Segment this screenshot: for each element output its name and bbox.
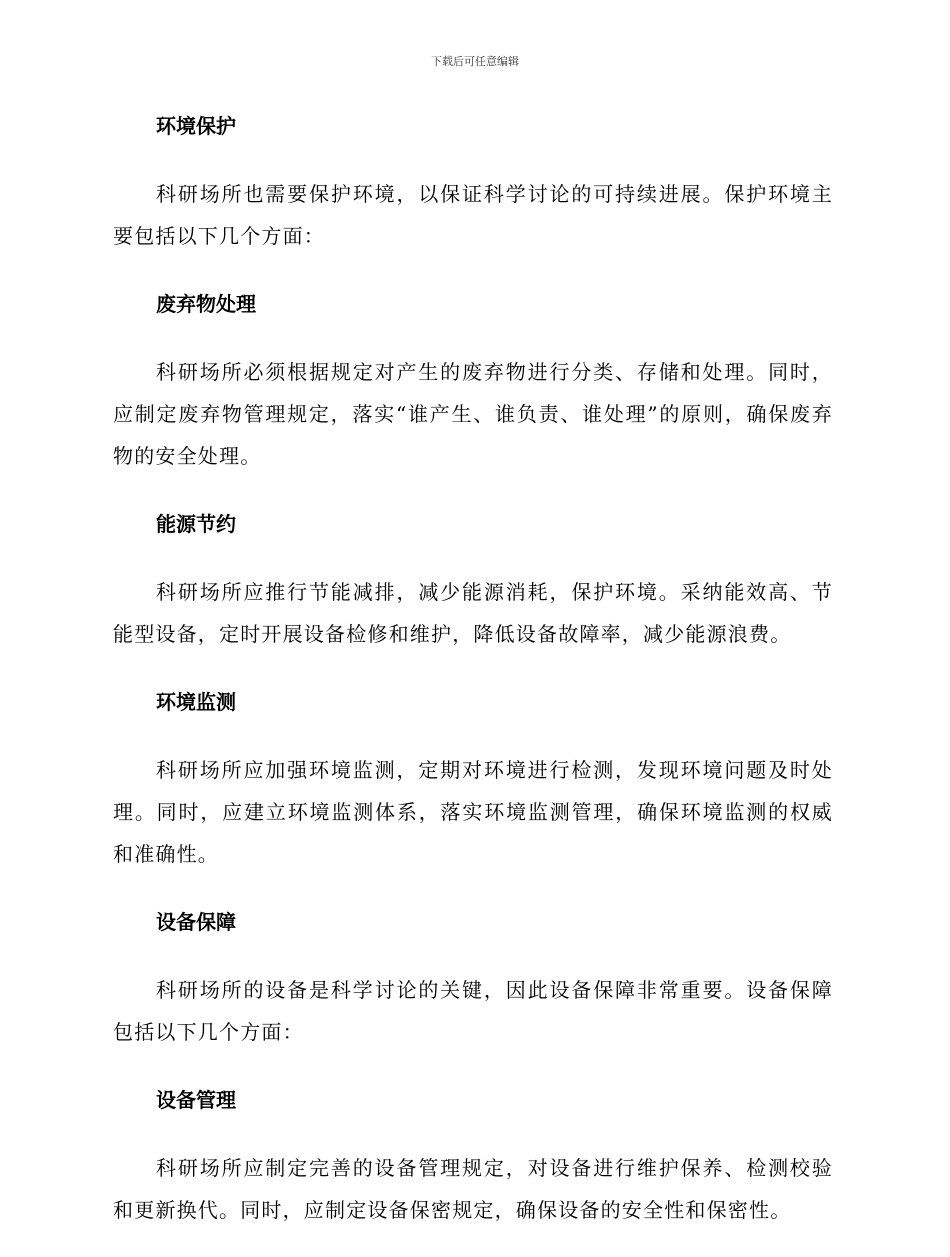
section-heading-equipment-management: 设备管理 <box>156 1088 236 1112</box>
document-body <box>113 105 833 1257</box>
section-heading-waste: 废弃物处理 <box>156 292 256 316</box>
section-heading-equipment: 设备保障 <box>156 910 236 934</box>
section-paragraph-environment: 科研场所也需要保护环境，以保证科学讨论的可持续进展。保护环境主要包括以下几个方面： <box>113 182 833 248</box>
page-header-note: 下载后可任意编辑 <box>431 55 519 68</box>
section-heading-energy: 能源节约 <box>156 512 236 536</box>
section-heading-monitoring: 环境监测 <box>156 690 236 714</box>
section-paragraph-monitoring: 科研场所应加强环境监测，定期对环境进行检测，发现环境问题及时处理。同时，应建立环境监测体系，落实环境监测管理，确保环境监测的权威和准确性。 <box>113 758 833 866</box>
section-paragraph-energy: 科研场所应推行节能减排，减少能源消耗，保护环境。采纳能效高、节能型设备，定时开展设备检修和维护，降低设备故障率，减少能源浪费。 <box>113 580 833 646</box>
section-paragraph-equipment: 科研场所的设备是科学讨论的关键，因此设备保障非常重要。设备保障包括以下几个方面： <box>113 978 833 1044</box>
section-paragraph-waste: 科研场所必须根据规定对产生的废弃物进行分类、存储和处理。同时，应制定废弃物管理规定，落实“谁产生、谁负责、谁处理”的原则，确保废弃物的安全处理。 <box>113 360 833 468</box>
section-paragraph-equipment-management: 科研场所应制定完善的设备管理规定，对设备进行维护保养、检测校验和更新换代。同时，应制定设备保密规定，确保设备的安全性和保密性。 <box>113 1156 833 1222</box>
section-heading-environment: 环境保护 <box>156 114 236 138</box>
